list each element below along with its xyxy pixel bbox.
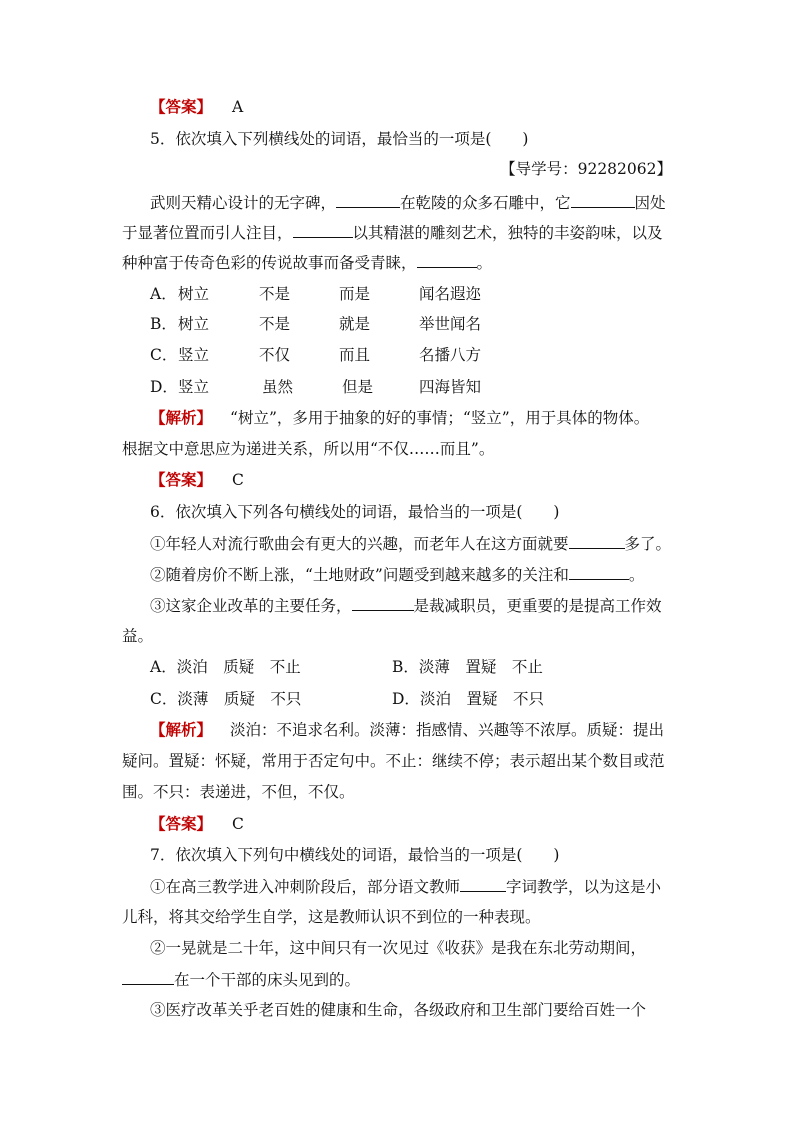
analysis-tag: 【解析】	[150, 720, 213, 739]
option-label: C．	[150, 690, 178, 708]
option-label: D．	[392, 690, 420, 708]
passage-text: 武则天精心设计的无字碑，	[150, 194, 337, 212]
analysis-text: “树立”，多用于抽象的好的事情；“竖立”，用于具体的物体。	[230, 409, 650, 427]
passage-text: 于显著位置而引人注目，	[122, 224, 293, 242]
q5-reference-number: 【导学号：92282062】	[500, 160, 672, 178]
q5-passage-line-2	[122, 221, 663, 244]
option-label: C．	[150, 346, 178, 364]
q6-answer-line	[150, 813, 244, 835]
fill-blank	[569, 532, 625, 549]
option-word: 但是	[342, 378, 374, 396]
option-label: A．	[150, 658, 177, 676]
analysis-text: 淡泊：不追求名利。淡薄：指感情、兴趣等不浓厚。质疑：提出	[230, 721, 665, 739]
option-text: 淡泊 置疑 不只	[419, 690, 544, 708]
q5-analysis-line-2: 根据文中意思应为递进关系，所以用“不仅……而且”。	[122, 440, 495, 458]
q7-sentence-2: ②一晃就是二十年，这中间只有一次见过《收获》是我在东北劳动期间，	[150, 939, 647, 957]
option-word: 就是	[339, 315, 371, 333]
option-word: 竖立	[178, 378, 210, 396]
option-word: 举世闻名	[419, 315, 482, 333]
passage-text: 种种富于传奇色彩的传说故事而备受青睐，	[122, 254, 417, 272]
answer-value: C	[232, 471, 244, 489]
sentence-text: 字词教学，以为这是小	[506, 878, 662, 896]
option-word: 而是	[339, 285, 371, 303]
q5-analysis-line-1	[150, 407, 649, 429]
q7-stem: 7．依次填入下列句中横线处的词语，最恰当的一项是( )	[150, 846, 560, 864]
q5-passage-line-3	[122, 251, 492, 274]
sentence-text: ①在高三教学进入冲刺阶段后，部分语文教师	[150, 878, 461, 896]
passage-text: 以其精湛的雕刻艺术，独特的丰姿韵味，以及	[352, 224, 663, 242]
q4-answer-line	[150, 96, 243, 118]
fill-blank	[571, 191, 635, 208]
passage-text: 。	[476, 254, 493, 272]
fill-blank	[293, 221, 353, 238]
option-word: 虽然	[262, 378, 294, 396]
option-word: 不是	[259, 285, 291, 303]
option-word: 不仅	[259, 346, 291, 364]
fill-blank	[460, 875, 506, 892]
sentence-text: ①年轻人对流行歌曲会有更大的兴趣，而老年人在这方面就要	[150, 535, 569, 553]
option-word: 竖立	[178, 346, 210, 364]
fill-blank	[569, 563, 629, 580]
q7-sentence-1	[150, 875, 661, 898]
q6-sentence-3-cont: 益。	[122, 627, 154, 645]
q6-analysis-line-2: 疑问。置疑：怀疑，常用于否定句中。不止：继续不停；表示超出某个数目或范	[122, 752, 665, 770]
option-word: 树立	[178, 285, 210, 303]
fill-blank	[336, 191, 400, 208]
q5-stem: 5．依次填入下列横线处的词语，最恰当的一项是( )	[150, 130, 529, 148]
q5-answer-line	[150, 469, 244, 491]
q6-sentence-3	[150, 594, 662, 617]
option-word: 四海皆知	[419, 378, 482, 396]
sentence-text: 。	[628, 566, 645, 584]
sentence-text: ③这家企业改革的主要任务，	[150, 597, 352, 615]
q7-sentence-3: ③医疗改革关乎老百姓的健康和生命，各级政府和卫生部门要给百姓一个	[150, 1001, 647, 1019]
fill-blank	[417, 251, 477, 268]
q6-analysis-line-3: 围。不只：表递进，不但，不仅。	[122, 783, 355, 801]
q5-passage-line-1	[150, 191, 666, 214]
passage-text: 因处	[634, 194, 666, 212]
sentence-text: 在一个干部的床头见到的。	[174, 971, 361, 989]
option-word: 树立	[178, 315, 210, 333]
q6-stem: 6．依次填入下列各句横线处的词语，最恰当的一项是( )	[150, 503, 560, 521]
option-label: B．	[392, 658, 419, 676]
option-text: 淡泊 质疑 不止	[176, 658, 301, 676]
q6-option-b	[392, 656, 543, 678]
option-label: A．	[150, 285, 177, 303]
q7-sentence-1-cont: 儿科，将其交给学生自学，这是教师认识不到位的一种表现。	[122, 908, 541, 926]
q6-option-a	[150, 656, 301, 678]
option-text: 淡薄 质疑 不只	[177, 690, 302, 708]
option-text: 淡薄 置疑 不止	[418, 658, 543, 676]
option-word: 名播八方	[419, 346, 482, 364]
answer-tag: 【答案】	[150, 97, 213, 116]
answer-tag: 【答案】	[150, 814, 213, 833]
fill-blank	[122, 968, 174, 985]
sentence-text: ②随着房价不断上涨，“土地财政”问题受到越来越多的关注和	[150, 566, 569, 584]
sentence-text: 是裁减职员，更重要的是提高工作效	[413, 597, 662, 615]
q6-option-d	[392, 688, 544, 710]
sentence-text: 多了。	[624, 535, 672, 553]
option-word: 闻名遐迩	[419, 285, 482, 303]
answer-value: A	[232, 98, 244, 116]
analysis-tag: 【解析】	[150, 408, 213, 427]
option-label: D．	[150, 378, 178, 396]
q6-sentence-2	[150, 563, 644, 586]
q6-analysis-line-1	[150, 719, 664, 741]
q7-sentence-2-cont	[122, 968, 360, 991]
option-label: B．	[150, 315, 177, 333]
answer-tag: 【答案】	[150, 470, 213, 489]
q6-option-c	[150, 688, 301, 710]
q6-sentence-1	[150, 532, 671, 555]
option-word: 而且	[339, 346, 371, 364]
passage-text: 在乾陵的众多石雕中，它	[400, 194, 571, 212]
answer-value: C	[232, 815, 244, 833]
option-word: 不是	[259, 315, 291, 333]
fill-blank	[352, 594, 414, 611]
